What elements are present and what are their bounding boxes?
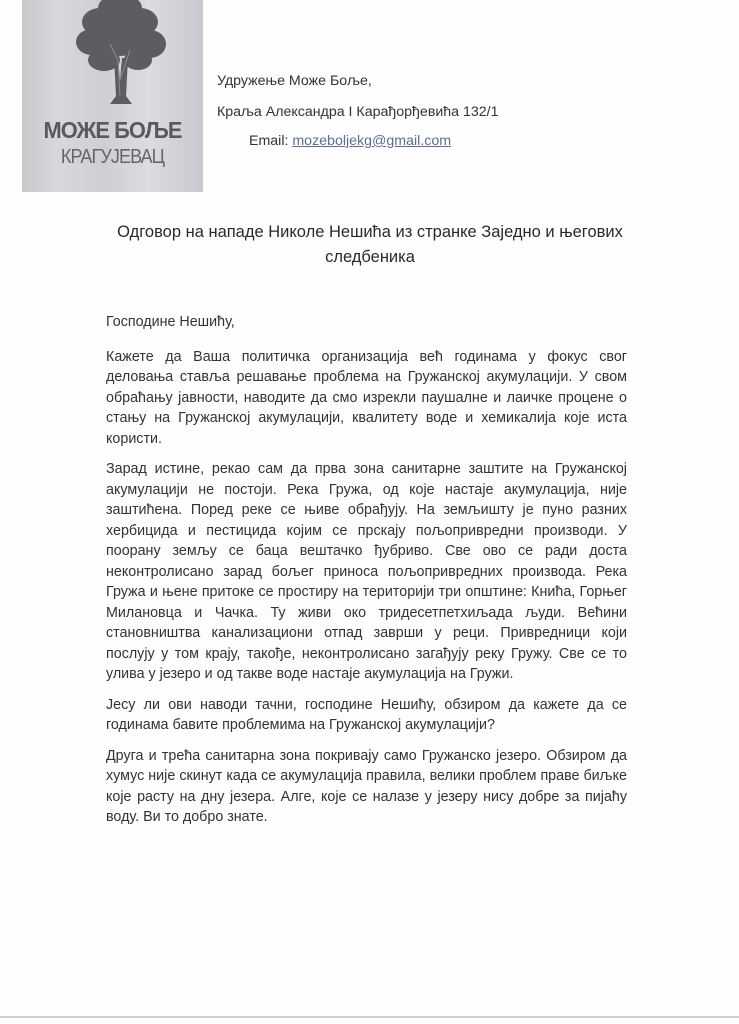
email-label: Email:	[249, 133, 293, 149]
organization-email	[249, 133, 451, 149]
logo-subtitle: КРАГУЈЕВАЦ	[60, 146, 165, 168]
organization-logo	[22, 0, 203, 192]
paragraph: Кажете да Ваша политичка организација већ годинама у фокус свог деловања ставља решавање проблема на Гружанској акумулацији. У свом обраћању јавности, наводите да смо изрекли паушалне и лаичке процене о стању на Гружанској акумулацији, квалитету воде и хемикалија које иста користи.	[106, 348, 627, 447]
paragraph: Зарад истине, рекао сам да прва зона санитарне заштите на Гружанској акумулацији не постоји. Река Гружа, од које настаје акумулација, није заштићена. Поред реке се њиве обрађују. На земљишту је пуно разних хербицида и пестицида којим се прскају пољопривредни производи. У поорану земљу се баца вештачко ђубриво. Све ово се ради доста неконтролисано зарад бољег приноса пољопривредних производа. Река Гружа и њене притоке се простиру на територији три општине: Кнића, Горњег Милановца и Чачка. Ту живи око тридесетпетхиљада људи. Већини становништва канализациони отпад заврши у реци. Привредници који послују у том крају, такође, неконтролисано загађују реку Гружу. Све се то улива у језеро и од такве воде настаје акумулација на Гружи.	[106, 461, 627, 682]
organization-address: Краља Александра I Карађорђевића 132/1	[217, 104, 499, 120]
logo-title: МОЖЕ БОЉЕ	[43, 117, 182, 143]
paragraph: Друга и трећа санитарна зона покривају само Гружанско језеро. Обзиром да хумус није скинут када се акумулација правила, велики проблем праве биљке које расту на дну језера. Алге, које се налазе у језеру нису добре за пијаћу воду. Ви то добро знате.	[106, 747, 627, 825]
salutation: Господине Нешићу,	[106, 314, 235, 330]
paragraph: Јесу ли ови наводи тачни, господине Нешићу, обзиром да кажете да се годинама бавите проблемима на Гружанској акумулацији?	[106, 696, 627, 733]
letter-title: Одговор на нападе Николе Нешића из странке Заједно и његових следбеника	[117, 223, 623, 266]
letter-body	[106, 312, 627, 838]
email-link[interactable]: mozeboljekg@gmail.com	[292, 133, 452, 149]
page-bottom-edge	[0, 1016, 739, 1018]
tree-icon	[70, 0, 174, 108]
organization-name: Удружење Може Боље,	[217, 73, 372, 89]
